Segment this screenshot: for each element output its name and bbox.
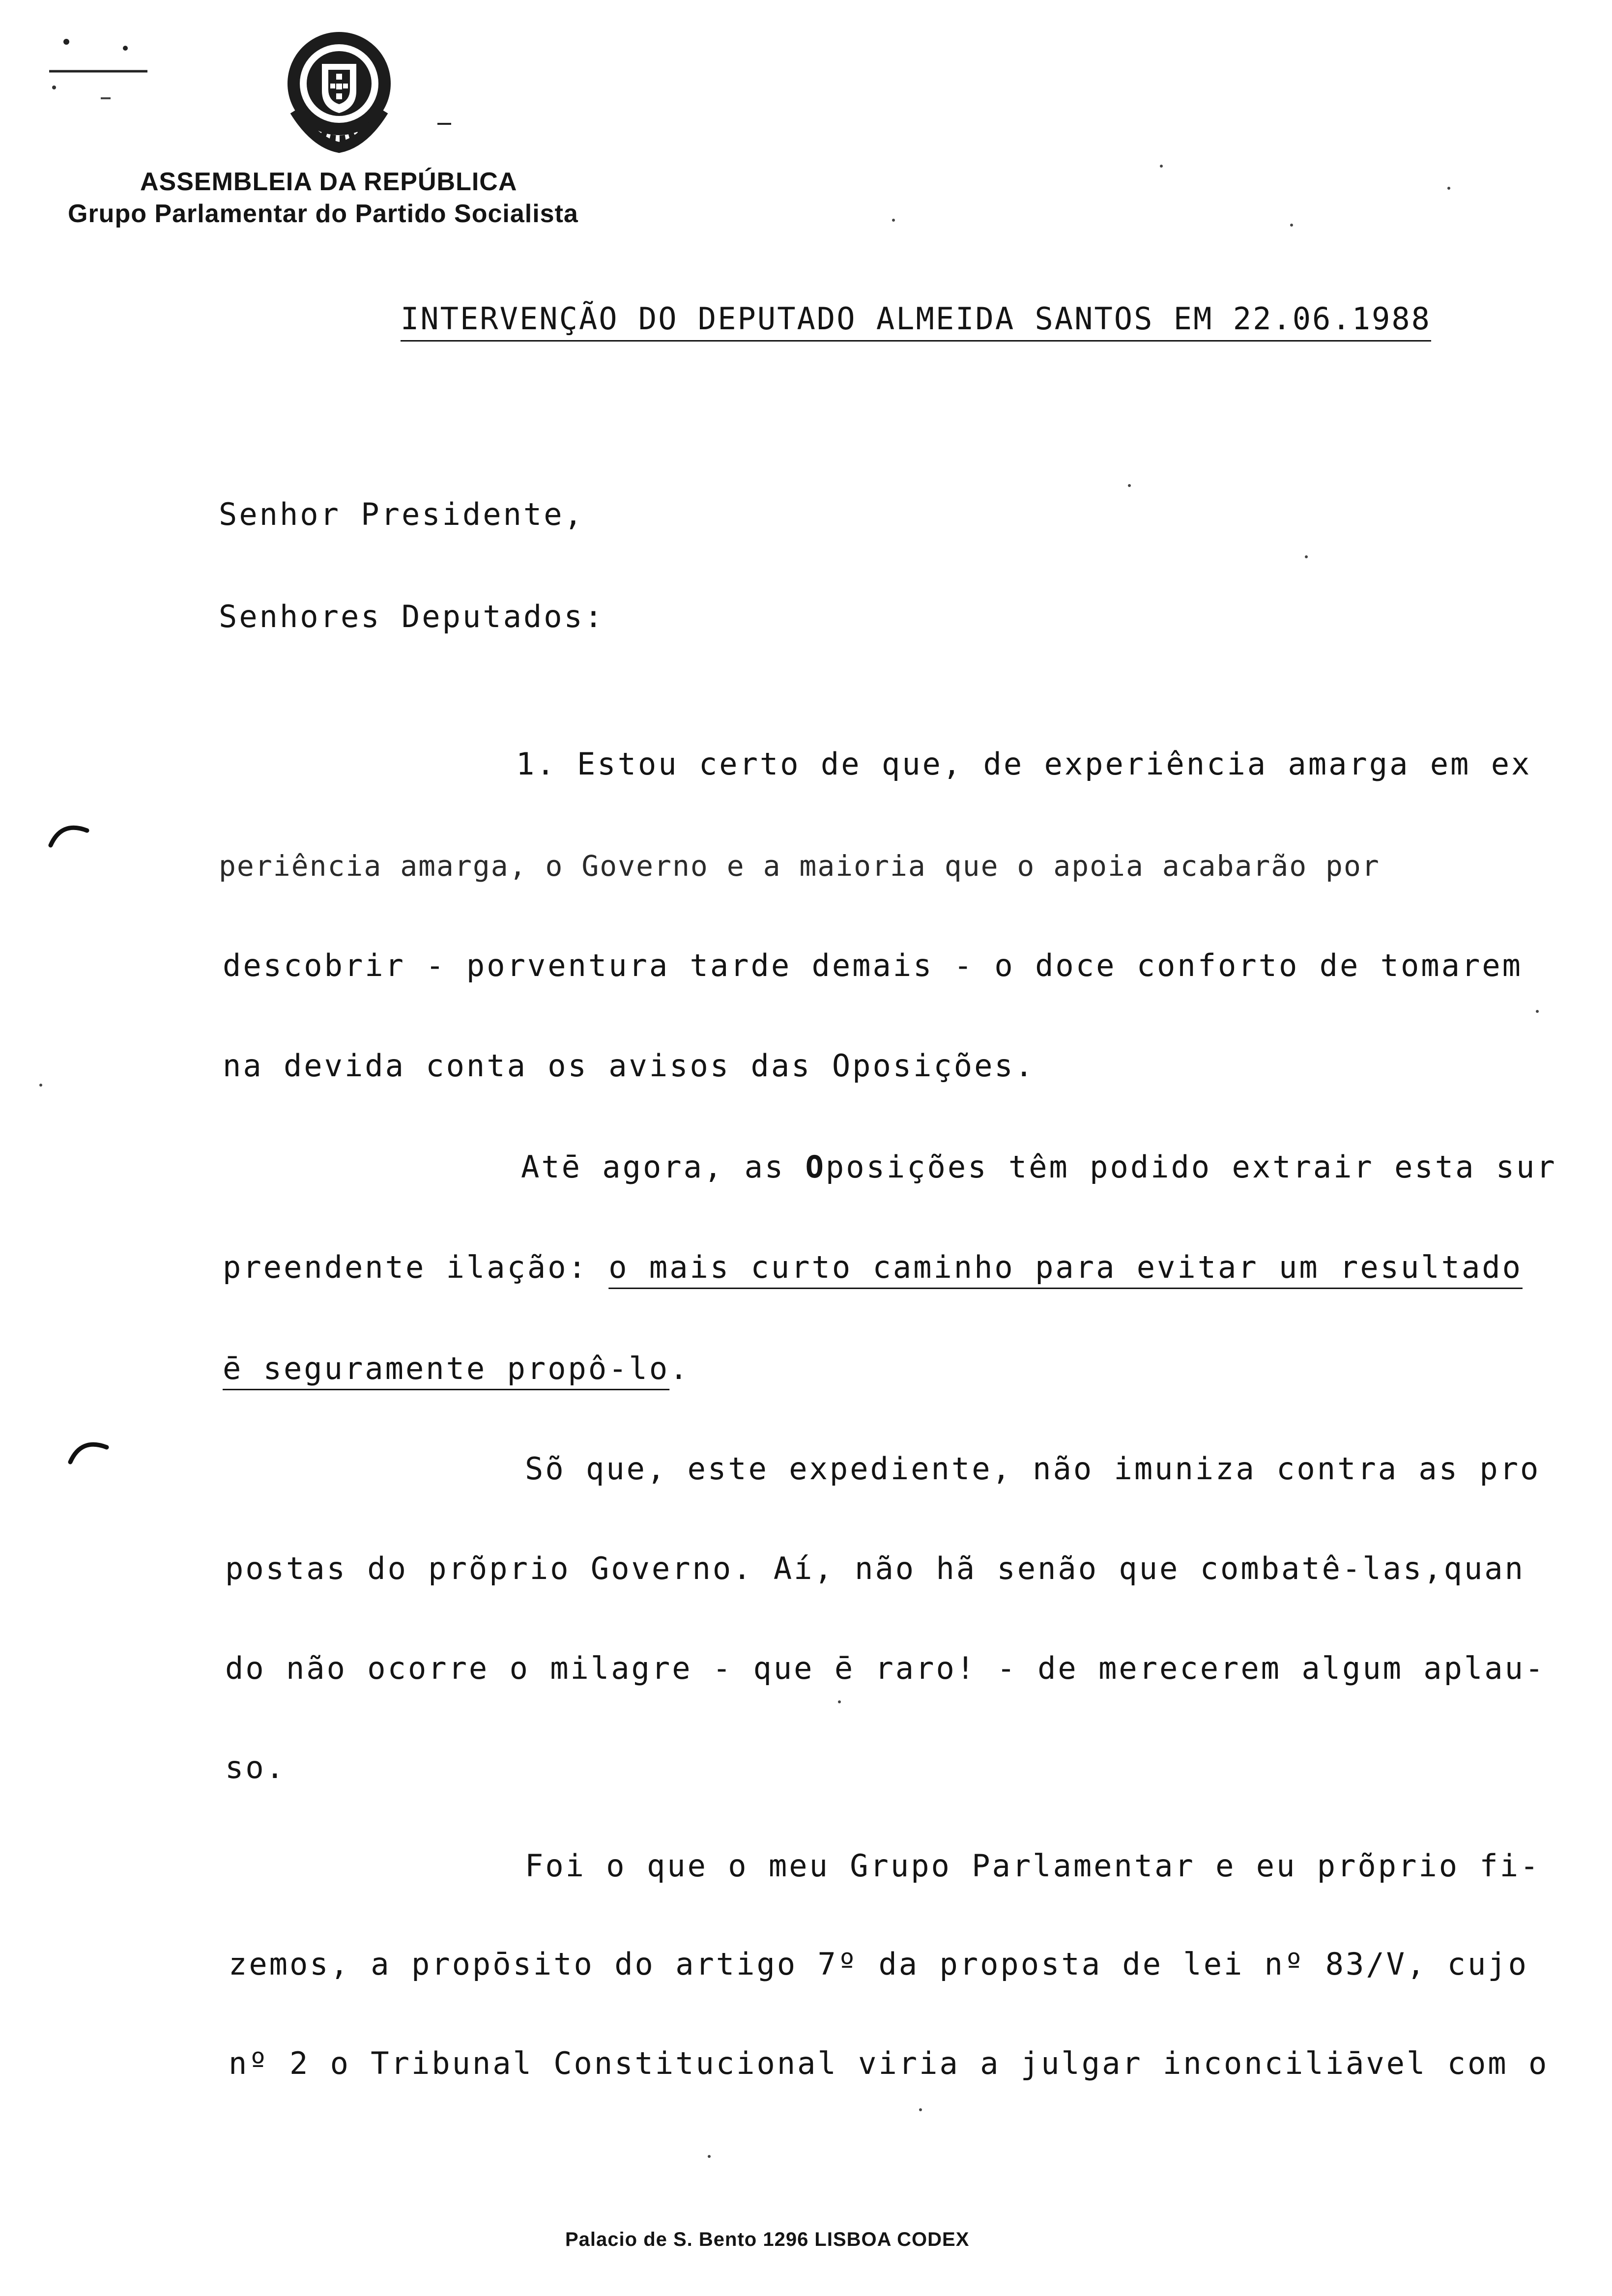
speck bbox=[1128, 484, 1131, 487]
speck bbox=[1290, 224, 1293, 227]
paragraph-2-bold-letter: O bbox=[805, 1149, 826, 1185]
speck bbox=[1160, 165, 1163, 168]
paragraph-1-line-3: descobrir - porventura tarde demais - o doce conforto de tomarem bbox=[223, 947, 1523, 983]
speck bbox=[838, 1700, 841, 1703]
salutation-deputies: Senhores Deputados: bbox=[219, 599, 605, 634]
paragraph-3-line-1: Sõ que, este expediente, não imuniza contra as pro bbox=[525, 1451, 1541, 1487]
paragraph-3-line-2: postas do prõprio Governo. Aí, não hã senão que combatê-las,quan bbox=[225, 1550, 1525, 1586]
margin-bracket-mark bbox=[47, 816, 91, 850]
portuguese-coat-of-arms-icon bbox=[275, 25, 403, 157]
speck bbox=[1447, 187, 1450, 190]
underlined-phrase-end: ē seguramente propô-lo bbox=[223, 1350, 670, 1386]
speck bbox=[892, 219, 895, 222]
document-title: INTERVENÇÃO DO DEPUTADO ALMEIDA SANTOS EM 22.06.1988 bbox=[401, 301, 1432, 337]
salutation-president: Senhor Presidente, bbox=[219, 496, 584, 532]
speck bbox=[437, 123, 451, 125]
paragraph-2-line-3 bbox=[223, 1350, 690, 1386]
paragraph-4-line-1: Foi o que o meu Grupo Parlamentar e eu prõprio fi- bbox=[525, 1848, 1541, 1884]
paragraph-2-line-2-start: preendente ilação: bbox=[223, 1249, 609, 1285]
speck bbox=[1536, 1010, 1539, 1013]
paragraph-2-period: . bbox=[669, 1350, 690, 1386]
paragraph-1-line-4: na devida conta os avisos das Oposições. bbox=[223, 1048, 1036, 1084]
paragraph-1-line-1: 1. Estou certo de que, de experiência amarga em ex bbox=[516, 746, 1532, 782]
speck bbox=[919, 2108, 922, 2111]
organization-name: ASSEMBLEIA DA REPÚBLICA bbox=[140, 168, 518, 196]
paragraph-4-line-3: nº 2 o Tribunal Constitucional viria a julgar inconciliāvel com o bbox=[229, 2045, 1549, 2081]
underlined-phrase: o mais curto caminho para evitar um resultado bbox=[608, 1249, 1523, 1285]
paragraph-1-line-2: periência amarga, o Governo e a maioria que o apoia acabarão por bbox=[219, 849, 1380, 883]
paragraph-2-line-1-start: Atē agora, as bbox=[521, 1149, 806, 1185]
speck bbox=[39, 1084, 42, 1087]
paragraph-3-line-3: do não ocorre o milagre - que ē raro! - de merecerem algum aplau- bbox=[225, 1650, 1546, 1686]
paragraph-2-line-1-end: posições têm podido extrair esta sur bbox=[825, 1149, 1557, 1185]
parliamentary-group-name: Grupo Parlamentar do Partido Socialista bbox=[68, 200, 578, 228]
paragraph-2-line-2 bbox=[223, 1249, 1523, 1285]
paragraph-3-line-4: so. bbox=[225, 1750, 286, 1785]
speck bbox=[708, 2155, 711, 2158]
margin-bracket-mark bbox=[66, 1433, 111, 1467]
speck bbox=[1305, 555, 1308, 558]
paragraph-4-line-2: zemos, a propōsito do artigo 7º da proposta de lei nº 83/V, cujo bbox=[229, 1946, 1528, 1982]
paragraph-2-line-1 bbox=[521, 1149, 1557, 1185]
margin-marks bbox=[44, 34, 162, 113]
footer-address: Palacio de S. Bento 1296 LISBOA CODEX bbox=[565, 2229, 970, 2250]
